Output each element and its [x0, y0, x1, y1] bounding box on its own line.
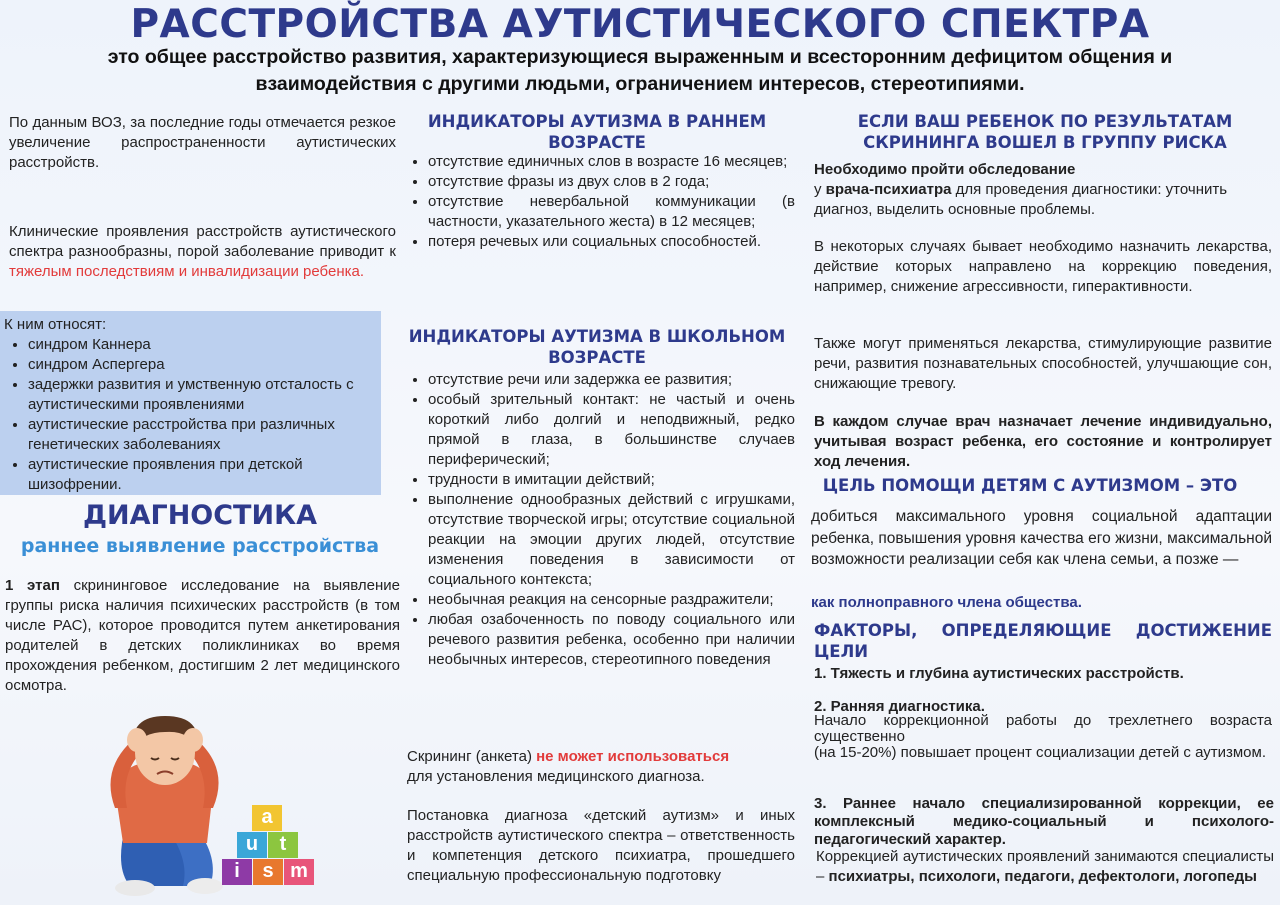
psychiatrist-text: врача-психиатра	[825, 181, 952, 198]
screening-warning: не может использоваться	[536, 748, 730, 765]
cube-letter-m: m	[284, 859, 314, 885]
cube-letter-i: i	[222, 859, 252, 885]
risk-group-title: ЕСЛИ ВАШ РЕБЕНОК ПО РЕЗУЛЬТАТАМ СКРИНИНГА ВОШЕЛ В ГРУППУ РИСКА	[857, 112, 1233, 152]
medication-paragraph-2: Также могут применяться лекарства, стимулирующие развитие речи, развития познавательных способностей, улучшающие сон, снижающие тревогу.	[814, 335, 1272, 392]
stage-text: скрининговое исследование на выявление группы риска наличия психических расстройств (в том числе РАС), которое проводится путем анкетирования родителей в детских поликлиниках во время прохождения ребенком, достигшим 2 лет медицинского осмотра.	[5, 577, 400, 694]
factor-3-text-a: Коррекцией аутистических проявлений занимаются специалисты –	[816, 848, 1274, 885]
factor-2-title: 2. Ранняя диагностика.	[814, 698, 985, 715]
goal-text: добиться максимального уровня социальной адаптации ребенка, повышения уровня качества его жизни, максимальной возможности реализации себя как члена семьи, а позже —	[811, 508, 1272, 568]
related-list-item: • синдром Каннера	[28, 335, 376, 355]
cube-letter-a: a	[252, 805, 282, 831]
related-list-item: • аутистические расстройства при различных генетических заболеваниях	[28, 415, 376, 455]
examination-text: у	[814, 181, 826, 198]
related-list-item: • синдром Аспергера	[28, 355, 376, 375]
clinical-red-text: тяжелым последствиям и инвалидизации ребенка.	[9, 263, 365, 280]
page-subtitle: это общее расстройство развития, характеризующиеся выраженным и всесторонним дефицитом общения и взаимодействия с другими людьми, ограничением интересов, стереотипиями.	[107, 46, 1173, 95]
clinical-text: Клинические проявления расстройств аутистического спектра разнообразны, порой заболевание приводит к	[9, 223, 396, 260]
screening-text: Скрининг (анкета)	[407, 748, 537, 765]
school-indicators-title: ИНДИКАТОРЫ АУТИЗМА В ШКОЛЬНОМ ВОЗРАСТЕ	[408, 327, 786, 367]
page-title: РАССТРОЙСТВА АУТИСТИЧЕСКОГО СПЕКТРА	[130, 2, 1150, 47]
factors-title: ФАКТОРЫ, ОПРЕДЕЛЯЮЩИЕ ДОСТИЖЕНИЕ ЦЕЛИ	[814, 621, 1272, 661]
factor-3-text	[816, 847, 1274, 887]
list-item: • трудности в имитации действий;	[428, 470, 795, 490]
individual-treatment: В каждом случае врач назначает лечение индивидуально, учитывая возраст ребенка, его состояние и контролирует ход лечения.	[814, 413, 1272, 470]
cube-letter-s: s	[253, 859, 283, 885]
early-indicators-list	[408, 152, 795, 252]
list-item: • отсутствие фразы из двух слов в 2 года;	[428, 172, 795, 192]
clinical-paragraph	[9, 222, 396, 282]
specialists-list: психиатры, психологи, педагоги, дефектологи, логопеды	[828, 868, 1257, 885]
list-item: • любая озабоченность по поводу социального или речевого развития ребенка, особенно при наличии необычных интересов, стереотипного поведения	[428, 610, 795, 670]
autism-cubes	[220, 805, 320, 885]
examination-bold: Необходимо пройти обследование	[814, 161, 1076, 178]
diagnosis-responsibility: Постановка диагноза «детский аутизм» и иных расстройств аутистического спектра – ответственность и компетенция детского психиатра, прошедшего специальную профессиональную подготовку	[407, 807, 795, 884]
list-item: • отсутствие невербальной коммуникации (в частности, указательного жеста) в 12 месяцев;	[428, 192, 795, 232]
diagnostics-subtitle: раннее выявление расстройства	[20, 535, 380, 557]
medication-paragraph: В некоторых случаях бывает необходимо назначить лекарства, действие которых направлено на коррекцию поведения, например, снижение агрессивности, гиперактивности.	[814, 238, 1272, 295]
stage-one-paragraph	[5, 576, 400, 696]
examination-paragraph	[814, 160, 1272, 220]
who-intro: По данным ВОЗ, за последние годы отмечается резкое увеличение распространенности аутистических расстройств.	[9, 114, 396, 171]
related-disorders-box	[0, 311, 381, 495]
related-list-item: • задержки развития и умственную отсталость с аутистическими проявлениями	[28, 375, 376, 415]
goal-highlight: как полноправного члена общества.	[811, 594, 1082, 611]
list-item: • необычная реакция на сенсорные раздражители;	[428, 590, 795, 610]
factor-2-text-b: (на 15-20%) повышает процент социализации детей с аутизмом.	[814, 744, 1266, 761]
cube-letter-u: u	[237, 832, 267, 858]
factor-1: 1. Тяжесть и глубина аутистических расстройств.	[814, 665, 1184, 682]
list-item: • выполнение однообразных действий с игрушками, отсутствие творческой игры; отсутствие социальной реакции на эмоции других людей, отсутствие изменения поведения в зависимости от социального контекста;	[428, 490, 795, 590]
screening-text-end: для установления медицинского диагноза.	[407, 768, 705, 785]
list-item: • отсутствие единичных слов в возрасте 16 месяцев;	[428, 152, 795, 172]
diagnostics-title: ДИАГНОСТИКА	[82, 500, 318, 531]
school-indicators-list	[408, 370, 795, 670]
screening-note	[407, 747, 795, 787]
sad-child-illustration	[95, 708, 235, 898]
factor-2-text-a: Начало коррекционной работы до трехлетнего возраста существенно	[814, 712, 1272, 745]
factor-3-title: 3. Раннее начало специализированной коррекции, ее комплексный медико-социальный и психолого-педагогический характер.	[814, 795, 1274, 848]
examination-text-rest: для проведения диагностики: уточнить диагноз, выделить основные проблемы.	[814, 181, 1228, 218]
factor-2-text	[814, 713, 1272, 761]
early-indicators-title: ИНДИКАТОРЫ АУТИЗМА В РАННЕМ ВОЗРАСТЕ	[427, 112, 767, 152]
list-item: • отсутствие речи или задержка ее развития;	[428, 370, 795, 390]
list-item: • потеря речевых или социальных способностей.	[428, 232, 795, 252]
cube-letter-t: t	[268, 832, 298, 858]
related-list-item: • аутистические проявления при детской шизофрении.	[28, 455, 376, 495]
related-list-title: К ним относят:	[4, 316, 107, 333]
goal-title: ЦЕЛЬ ПОМОЩИ ДЕТЯМ С АУТИЗМОМ – ЭТО	[822, 476, 1238, 495]
list-item: • особый зрительный контакт: не частый и очень короткий либо долгий и неподвижный, редко прямой в глаза, в большинстве случаев периферический;	[428, 390, 795, 470]
stage-label: 1 этап	[5, 577, 60, 594]
